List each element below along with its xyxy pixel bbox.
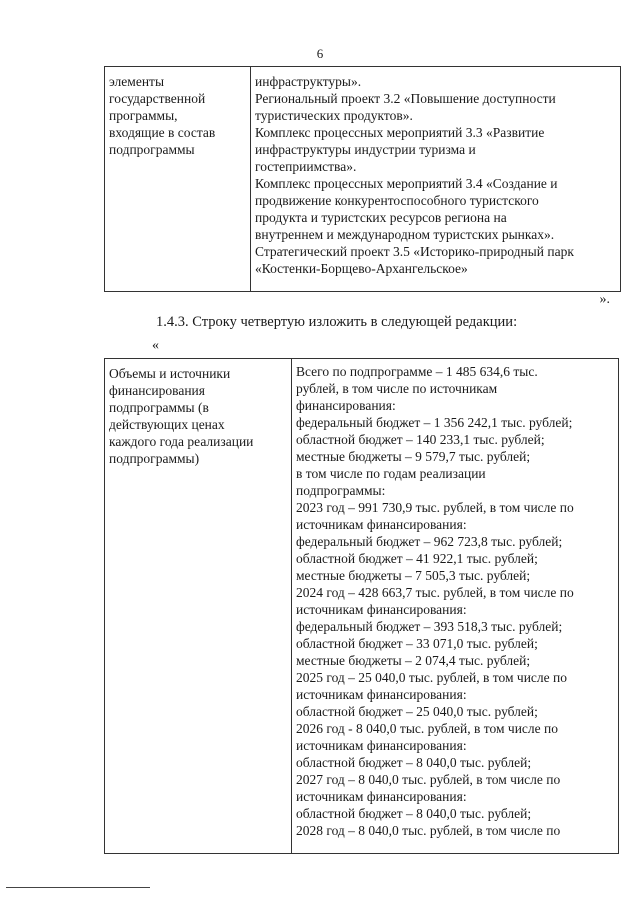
text-line: каждого года реализации (109, 434, 254, 449)
text-line: местные бюджеты – 9 579,7 тыс. рублей; (296, 449, 531, 464)
text-line: 2024 год – 428 663,7 тыс. рублей, в том числе по (296, 585, 574, 600)
cell-lines (296, 363, 614, 839)
text-line: Стратегический проект 3.5 «Историко-природный парк (255, 244, 574, 259)
financing-table (104, 358, 619, 854)
text-line: федеральный бюджет – 393 518,3 тыс. рублей; (296, 619, 563, 634)
amendment-paragraph: 1.4.3. Строку четвертую изложить в следующей редакции: (156, 314, 518, 330)
cell-lines (255, 73, 616, 277)
text-line: государственной (109, 91, 206, 106)
text-line: областной бюджет – 33 071,0 тыс. рублей; (296, 636, 538, 651)
text-line: действующих ценах (109, 417, 225, 432)
text-line: федеральный бюджет – 962 723,8 тыс. рублей; (296, 534, 563, 549)
text-line: областной бюджет – 8 040,0 тыс. рублей; (296, 806, 532, 821)
text-line: источникам финансирования: (296, 738, 467, 753)
text-line: подпрограммы (в (109, 400, 209, 415)
text-line: Объемы и источники (109, 366, 231, 381)
program-elements-table (104, 66, 621, 292)
text-line: местные бюджеты – 7 505,3 тыс. рублей; (296, 568, 531, 583)
text-line: программы, (109, 108, 178, 123)
table-cell-content (292, 359, 619, 854)
table-cell-label (105, 359, 292, 854)
text-line: подпрограммы) (109, 451, 200, 466)
text-line: входящие в состав (109, 125, 216, 140)
text-line: Комплекс процессных мероприятий 3.4 «Создание и (255, 176, 558, 191)
text-line: внутреннем и международном туристских рынках». (255, 227, 555, 242)
text-line: гостеприимства». (255, 159, 357, 174)
text-line: федеральный бюджет – 1 356 242,1 тыс. рублей; (296, 415, 573, 430)
table-row (105, 67, 621, 292)
text-line: источникам финансирования: (296, 789, 467, 804)
text-line: рублей, в том числе по источникам (296, 381, 498, 396)
text-line: Региональный проект 3.2 «Повышение доступности (255, 91, 556, 106)
text-line: инфраструктуры». (255, 74, 362, 89)
text-line: элементы (109, 74, 165, 89)
cell-lines (109, 365, 287, 467)
cell-lines (109, 73, 246, 158)
text-line: 2025 год – 25 040,0 тыс. рублей, в том числе по (296, 670, 567, 685)
text-line: источникам финансирования: (296, 517, 467, 532)
opening-quote: « (152, 338, 159, 353)
text-line: туристических продуктов». (255, 108, 413, 123)
text-line: областной бюджет – 8 040,0 тыс. рублей; (296, 755, 532, 770)
text-line: 2028 год – 8 040,0 тыс. рублей, в том числе по (296, 823, 561, 838)
table-cell-content (251, 67, 621, 292)
text-line: областной бюджет – 41 922,1 тыс. рублей; (296, 551, 538, 566)
footer-divider (6, 887, 150, 888)
text-line: продукта и туристских ресурсов региона на (255, 210, 507, 225)
text-line: инфраструктуры индустрии туризма и (255, 142, 476, 157)
text-line: областной бюджет – 140 233,1 тыс. рублей; (296, 432, 545, 447)
text-line: подпрограммы (109, 142, 195, 157)
text-line: источникам финансирования: (296, 602, 467, 617)
text-line: «Костенки-Борщево-Архангельское» (255, 261, 468, 276)
text-line: областной бюджет – 25 040,0 тыс. рублей; (296, 704, 538, 719)
text-line: 2023 год – 991 730,9 тыс. рублей, в том числе по (296, 500, 574, 515)
text-line: финансирования (109, 383, 205, 398)
text-line: подпрограммы: (296, 483, 386, 498)
text-line: в том числе по годам реализации (296, 466, 486, 481)
table-cell-label (105, 67, 251, 292)
text-line: источникам финансирования: (296, 687, 467, 702)
text-line: продвижение конкурентоспособного туристского (255, 193, 539, 208)
text-line: финансирования: (296, 398, 396, 413)
text-line: Всего по подпрограмме – 1 485 634,6 тыс. (296, 364, 538, 379)
page-number: 6 (316, 46, 324, 61)
closing-quote: ». (599, 292, 610, 307)
text-line: 2027 год – 8 040,0 тыс. рублей, в том числе по (296, 772, 561, 787)
text-line: местные бюджеты – 2 074,4 тыс. рублей; (296, 653, 531, 668)
text-line: 2026 год - 8 040,0 тыс. рублей, в том числе по (296, 721, 558, 736)
table-row (105, 359, 619, 854)
text-line: Комплекс процессных мероприятий 3.3 «Развитие (255, 125, 545, 140)
